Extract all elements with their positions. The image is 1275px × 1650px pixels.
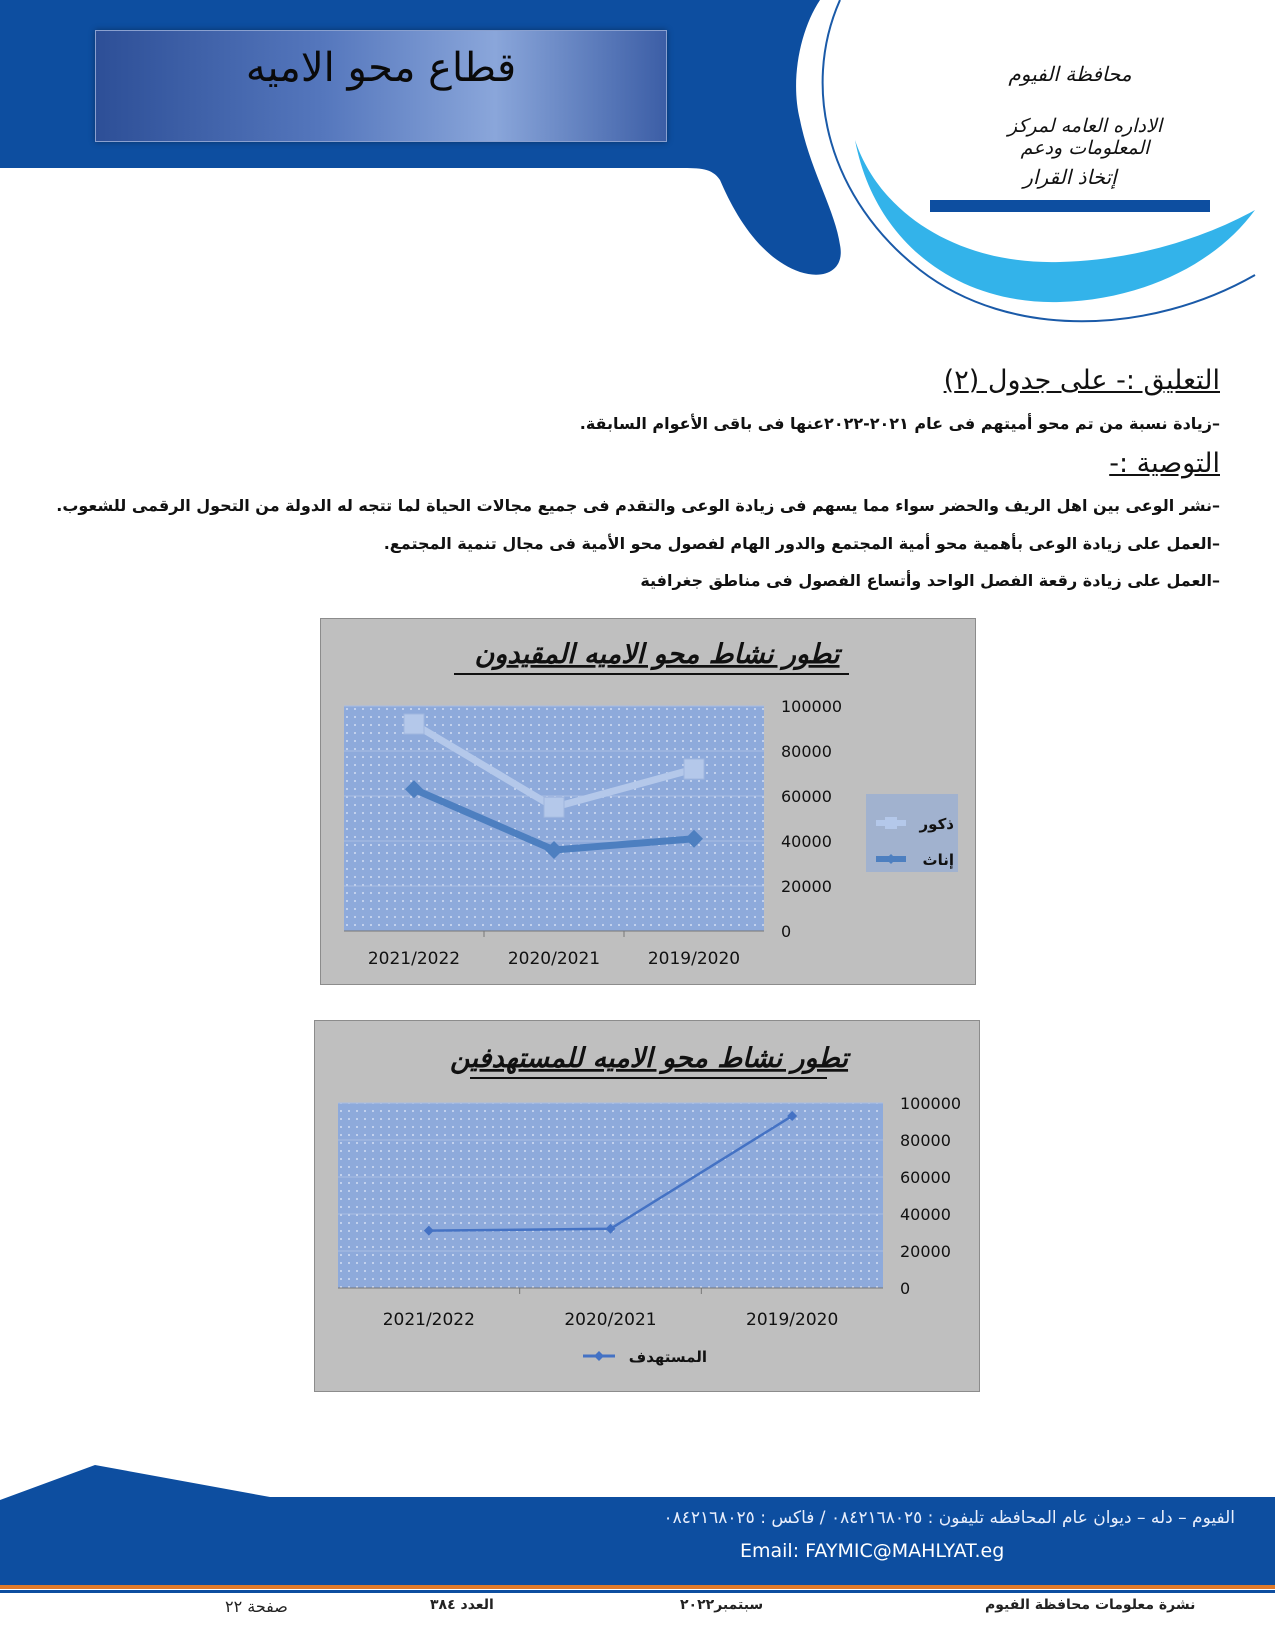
org-name-line2: الاداره العامه لمركز المعلومات ودعم (1007, 115, 1163, 159)
y-tick-label: 100000 (781, 697, 843, 716)
publication-date: سبتمبر٢٠٢٢ (680, 1597, 764, 1613)
data-point (684, 759, 704, 779)
y-tick-label: 80000 (900, 1131, 951, 1150)
publication-name: نشرة معلومات محافظة الفيوم (985, 1597, 1196, 1613)
comment-heading: التعليق :- على جدول (٢) (943, 365, 1220, 396)
recommendation-item-2: –العمل على زيادة الوعى بأهمية محو أمية المجتمع والدور الهام لفصول محو الأمية فى مجال تنمية المجتمع. (383, 534, 1220, 553)
chart-targeted-plot-area (338, 1103, 883, 1288)
y-tick-label: 60000 (900, 1168, 951, 1187)
chart-enrolled-title: تطور نشاط محو الاميه المقيدون (474, 639, 840, 670)
chart-targeted-title: تطور نشاط محو الاميه للمستهدفين (449, 1043, 849, 1074)
y-tick-label: 0 (900, 1279, 911, 1298)
x-tick-label: 2020/2021 (507, 949, 601, 969)
recommendation-item-3: –العمل على زيادة رقعة الفصل الواحد وأتساع الفصول فى مناطق جغرافية (640, 571, 1220, 590)
chart-enrolled-svg (321, 619, 975, 984)
footer-email: Email: FAYMIC@MAHLYAT.eg (740, 1540, 1005, 1562)
page-number: صفحة ٢٢ (225, 1597, 288, 1616)
org-name-line1: محافظة الفيوم (1008, 62, 1132, 86)
recommendation-item-1: –نشر الوعى بين اهل الريف والحضر سواء مما يسهم فى زيادة الوعى والتقدم فى جميع مجالات الحياة لما تتجه له الدولة من التحول الرقمى للشعوب. (56, 496, 1220, 515)
y-tick-label: 0 (781, 922, 792, 941)
y-tick-label: 20000 (781, 877, 832, 896)
page-title: قطاع محو الاميه (245, 45, 517, 91)
chart-targeted-svg (315, 1021, 979, 1391)
data-point (544, 797, 564, 817)
x-tick-label: 2019/2020 (746, 1310, 839, 1330)
x-tick-label: 2021/2022 (367, 949, 461, 969)
x-tick-label: 2019/2020 (647, 949, 741, 969)
comment-text: –زيادة نسبة من تم محو أميتهم فى عام ٢٠٢١-٢٠٢٢عنها فى باقى الأعوام السابقة. (579, 414, 1220, 433)
y-tick-label: 40000 (781, 832, 832, 851)
y-tick-label: 60000 (781, 787, 832, 806)
recommendation-heading: التوصية :- (1109, 448, 1220, 479)
legend-label: ذكور (919, 815, 954, 833)
x-tick-label: 2020/2021 (564, 1310, 657, 1330)
issue-number: العدد ٣٨٤ (430, 1597, 494, 1613)
org-name-line3: إتخاذ القرار (1023, 165, 1117, 189)
footer-address: الفيوم – دله – ديوان عام المحافظه تليفون : ٠٨٤٢١٦٨٠٢٥ / فاكس : ٠٨٤٢١٦٨٠٢٥ (663, 1508, 1235, 1528)
legend-marker (594, 1351, 604, 1361)
y-tick-label: 20000 (900, 1242, 951, 1261)
legend-label: المستهدف (628, 1348, 707, 1366)
legend-label: إناث (922, 851, 954, 869)
chart-enrolled (320, 618, 976, 985)
data-point (404, 714, 424, 734)
y-tick-label: 100000 (900, 1094, 962, 1113)
chart-targeted (314, 1020, 980, 1392)
header-title-box (95, 30, 667, 142)
y-tick-label: 40000 (900, 1205, 951, 1224)
chart-enrolled-plot-area (344, 706, 764, 931)
legend-marker (885, 817, 897, 829)
y-tick-label: 80000 (781, 742, 832, 761)
x-tick-label: 2021/2022 (382, 1310, 475, 1330)
